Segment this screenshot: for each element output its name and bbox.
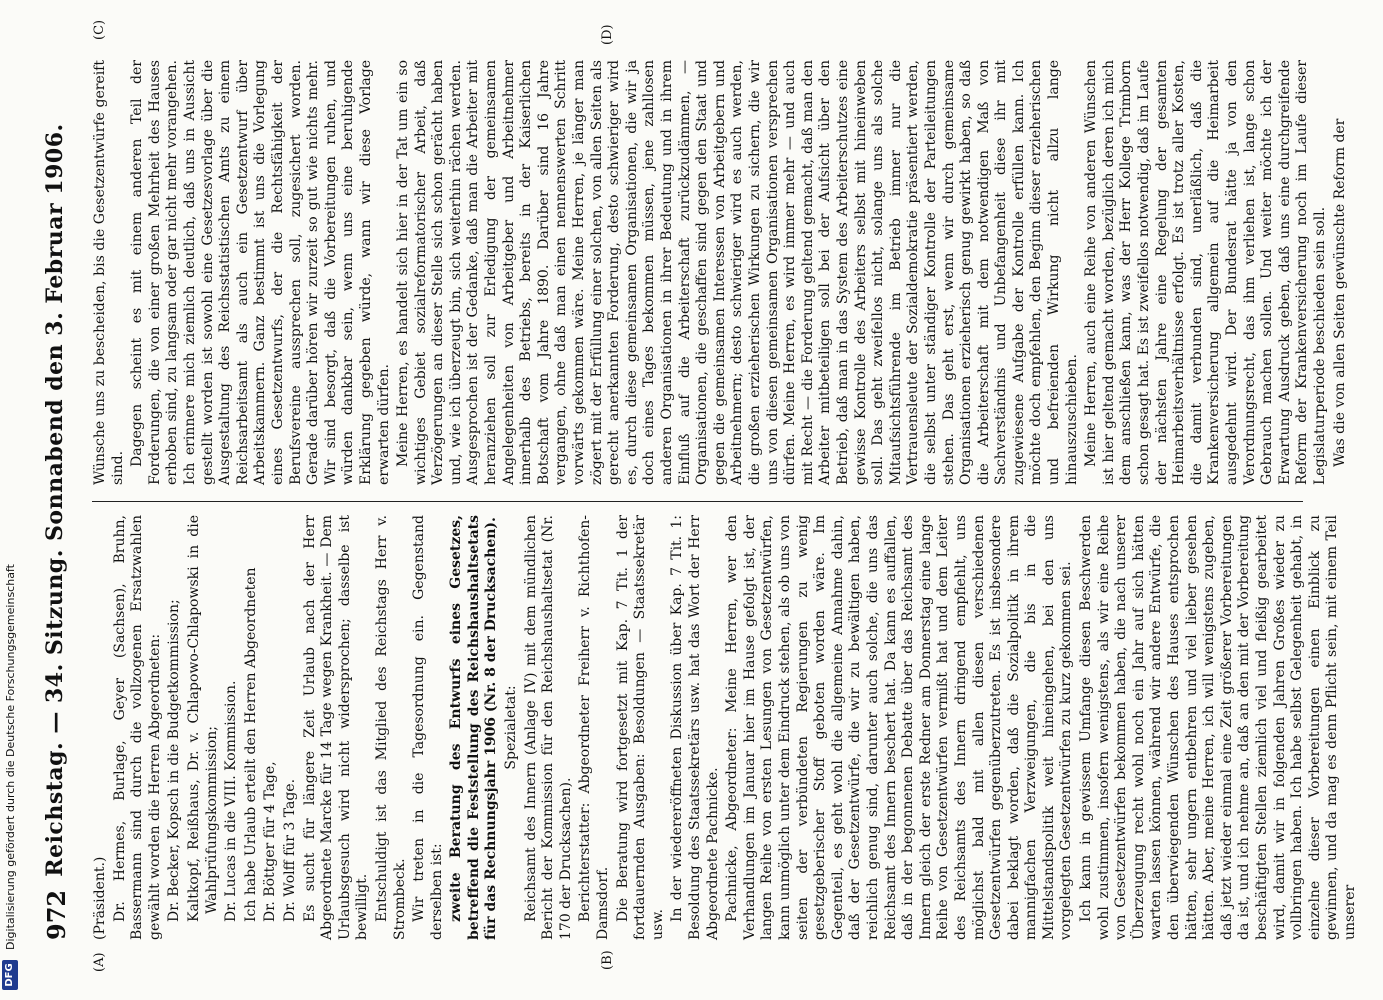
paragraph: Dr. Becker, Kopsch in die Budgetkommission; xyxy=(166,599,183,922)
paragraph: Wir treten in die Tagesordnung ein. Gegenstand derselben ist: xyxy=(411,515,445,940)
margin-marker-c: (C) xyxy=(92,19,107,40)
paragraph: In der wiedereröffneten Diskussion über Kap. 7 Tit. 1: Besoldung des Staatssekretärs usw. hat das Wort der Herr Abgeordnete Pachnicke. xyxy=(669,515,721,940)
page-header xyxy=(38,60,78,940)
paragraph: Pachnicke, Abgeordneter: Meine Herren, wer den Verhandlungen im Januar hier im Hause gefolgt ist, der langen Reihe von ersten Lesungen von Gesetzentwürfen, kann unmöglich unter dem Eindruck stehen, als ob uns von seiten der verbündeten Regierungen zu wenig gesetzgeberischer Stoff geboten worden wäre. Im Gegenteil, es geht wohl die allgemeine Annahme dahin, daß der Gesetzentwürfe, die wir zu bewältigen haben, reichlich genug sind, darunter auch solche, die uns das Reichsamt des Innern beschert hat. Da kann es auffallen, daß in der begonnenen Debatte über das Reichsamt des Innern gleich der erste Redner am Donnerstag eine lange Reihe von Gesetzentwürfen vermißt hat und dem Leiter des Reichsamts des Innern dringend empfiehlt, uns möglichst bald mit allen diesen verschiedenen Gesetzentwürfen gegenüberzutreten. Es ist insbesondere dabei beklagt worden, daß die Sozialpolitik in ihrem mannigfachen Verzweigungen, die bis in die Mittelstandspolitik weit hineingehen, bei den uns vorgelegten Gesetzentwürfen zu kurz gekommen sei. xyxy=(724,515,1075,940)
paragraph: Dr. Lucas in die VIII. Kommission. xyxy=(223,680,240,922)
paragraph: Meine Herren, auch eine Reihe von anderen Wünschen ist hier geltend gemacht worden, bezüglich deren ich mich dem anschließen kann, was der Herr Kollege Trimborn schon gesagt hat. Es ist zweifellos notwendig, daß im Laufe der nächsten Jahre eine Regelung der gesamten Heimarbeitsverhältnisse erfolgt. Es ist trotz aller Kosten, die damit verbunden sind, unerläßlich, daß die Krankenversicherung allgemein auf die Heimarbeit ausgedehnt wird. Der Bundesrat hätte ja von den Verordnungsrecht, das ihm verliehen ist, lange schon Gebrauch machen sollen. Und weiter möchte ich der Erwartung Ausdruck geben, daß uns eine durchgreifende Reform der Krankenversicherung noch im Laufe dieser Legislaturperiode beschieden sein soll. xyxy=(1083,60,1328,485)
margin-marker-a: (A) xyxy=(92,952,107,972)
dfg-logo: DFG xyxy=(2,960,18,990)
left-column xyxy=(92,515,1362,940)
paragraph: Berichterstatter: Abgeordneter Freiherr v. Richthofen-Damsdorf. xyxy=(577,515,612,940)
paragraph: Wünsche uns zu bescheiden, bis die Gesetzentwürfe gereift sind. xyxy=(92,60,126,485)
paragraph: Es sucht für längere Zeit Urlaub nach der Herr Abgeordnete Marcke für 14 Tage wegen Krankheit. — Dem Urlaubsgesuch wird nicht widersprochen; dasselbe ist bewilligt. xyxy=(301,515,371,940)
running-title: Reichstag. — 34. Sitzung. Sonnabend den 3. Februar 1906. xyxy=(42,123,68,877)
funding-note: Digitalisierung gefördert durch die Deutsche Forschungsgemeinschaft xyxy=(4,564,17,950)
paragraph: Was die von allen Seiten gewünschte Reform der xyxy=(1331,118,1348,467)
paragraph: Ich kann in gewissem Umfange diesen Beschwerden wohl zustimmen, insofern wenigstens, als wir eine Reihe von Gesetzentwürfen bekommen haben, die nach unserer Überzeugung recht wohl noch ein Jahr auf sich hätten warten lassen können, während wir andere Entwürfe, die den überwiegenden Wünschen des Hauses entsprochen hätten, sehr ungern entbehren und viel lieber gesehen hätten. Aber, meine Herren, ich will wenigstens zugeben, daß jetzt wieder einmal eine Zeit größerer Vorbereitungen da ist, und ich nehme an, daß an den mit der Vorbereitung beschäftigten Stellen ziemlich viel und fleißig gearbeitet wird, damit wir in folgenden Jahren Großes wieder zu vollbringen haben. Ich habe selbst Gelegenheit gehabt, in einzelne dieser Vorbereitungen einen Einblick zu gewinnen, und da mag es denn Pflicht sein, mit einem Teil unserer xyxy=(1078,515,1358,940)
margin-marker-d: (D) xyxy=(600,24,615,45)
right-column xyxy=(92,60,1351,485)
paragraph: Entschuldigt ist das Mitglied des Reichstags Herr v. Strombeck. xyxy=(373,515,408,940)
paragraph: Dr. Wolff für 3 Tage. xyxy=(281,778,298,922)
page-number: 972 xyxy=(42,889,71,940)
paragraph: Ich habe Urlaub erteilt den Herren Abgeordneten xyxy=(242,567,259,922)
margin-marker-b: (B) xyxy=(600,950,615,970)
paragraph: Dr. Hermes, Burlage, Geyer (Sachsen), Bruhn, Bassermann sind durch die vollzogenen Ersatzwahlen gewählt worden die Herren Abgeordneten: xyxy=(111,515,163,940)
paragraph: Spezialetat: xyxy=(503,685,520,770)
paragraph: Dagegen scheint es mit einem anderen Teil der Forderungen, die von einer großen Mehrheit des Hauses erhoben sind, zu langsam oder gar nicht mehr vorangehen. Ich erinnere mich ziemlich deutlich, daß uns in Aussicht gestellt worden ist sowohl eine Gesetzesvorlage über die Ausgestaltung des Reichsstatistischen Amts zu einem Reichsarbeitsamt als auch ein Gesetzentwurf über Arbeitskammern. Ganz bestimmt ist uns die Vorlegung eines Gesetzentwurfs, der die Rechtsfähigkeit der Berufsvereine aussprechen soll, zugesichert worden. Gerade darüber hören wir zurzeit so gut wie nichts mehr. Wir sind besorgt, daß die Vorbereitungen ruhen, und würden dankbar sein, wenn uns eine beruhigende Erklärung gegeben würde, wann wir diese Vorlage erwarten dürfen. xyxy=(129,60,392,485)
paragraph: (Präsident.) xyxy=(92,856,108,940)
column-divider xyxy=(92,501,1303,502)
paragraph: Reichsamt des Innern (Anlage IV) mit dem mündlichen Bericht der Kommission für den Reichshaushaltsetat (Nr. 170 der Drucksachen). xyxy=(522,515,574,940)
paragraph: Die Beratung wird fortgesetzt mit Kap. 7 Tit. 1 der fortdauernden Ausgaben: Besoldungen — Staatssekretär usw. xyxy=(614,515,666,940)
paragraph: Dr. Böttger für 4 Tage, xyxy=(262,761,279,922)
paragraph: Kaltkopf, Reißhaus, Dr. v. Chlapowo-Chlapowski in die Wahlprüfungskommission; xyxy=(185,515,220,922)
paragraph: Meine Herren, es handelt sich hier in der Tat um ein so wichtiges Gebiet sozialreformatorischer Arbeit, daß Verzögerungen an dieser Stelle sich schon gerächt haben und, wie ich überzeugt bin, sich weiterhin rächen werden. Ausgesprochen ist der Gedanke, daß man die Arbeiter mit heranziehen soll zur Erledigung der gemeinsamen Angelegenheiten von Arbeitgeber und Arbeitnehmer innerhalb des Betriebs, bereits in der Kaiserlichen Botschaft vom Jahre 1890. Darüber sind 16 Jahre vergangen, ohne daß man einen nennenswerten Schritt vorwärts gekommen wäre. Meine Herren, je länger man zögert mit der Erfüllung einer solchen, von allen Seiten als gerecht anerkannten Forderung, desto schwieriger wird es, durch diese gemeinsamen Organisationen, die wir ja doch eines Tages bekommen müssen, jene zahllosen anderen Organisationen in ihrer Bedeutung und in ihrem Einfluß auf die Arbeiterschaft zurückzudämmen, — Organisationen, die geschaffen sind gegen den Staat und gegen die gemeinsamen Interessen von Arbeitgebern und Arbeitnehmern; desto schwieriger wird es auch werden, die großen erzieherischen Wirkungen zu sichern, die wir uns von diesen gemeinsamen Organisationen versprechen dürfen. Meine Herren, es wird immer mehr — und auch mit Recht — die Forderung geltend gemacht, daß man den Arbeiter mitbeteiligen soll bei der Aufsicht über den Betrieb, daß man in das System des Arbeiterschutzes eine gewisse Kontrolle des Arbeiters selbst mit hineinweben soll. Das geht zweifellos nicht, solange uns als solche Mitaufsichtsführende im Betrieb immer nur die Vertrauensleute der Sozialdemokratie präsentiert werden, die selbst unter ständiger Kontrolle der Parteileitungen stehen. Das geht erst, wenn wir durch gemeinsame Organisationen erzieherisch genug gewirkt haben, so daß die Arbeiterschaft mit dem notwendigen Maß von Sachverständnis und Unbefangenheit diese ihr mit zugewiesene Aufgabe der Kontrolle erfüllen kann. Ich möchte doch empfehlen, den Beginn dieser erzieherischen und befreienden Wirkung nicht allzu lange hinauszuschieben. xyxy=(395,60,1080,485)
paragraph: zweite Beratung des Entwurfs eines Gesetzes, betreffend die Feststellung des Reichshaushaltsetats für das Rechnungsjahr 1906 (Nr. 8 der Drucksachen). xyxy=(448,515,500,940)
footer xyxy=(0,0,20,1000)
